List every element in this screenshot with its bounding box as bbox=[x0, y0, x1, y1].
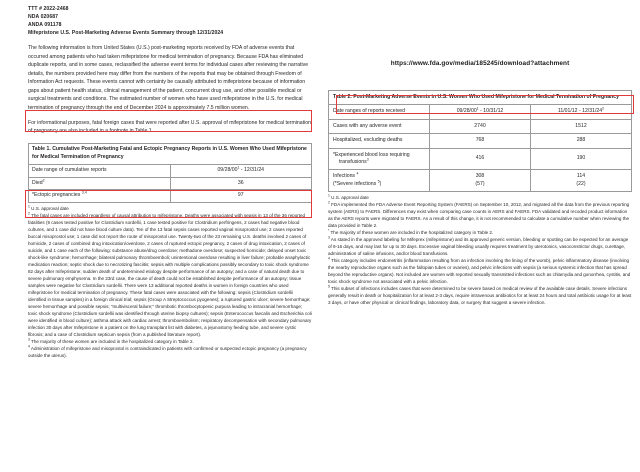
document-header bbox=[28, 5, 312, 37]
table-2-header-row bbox=[329, 105, 632, 119]
table-2-infections-c1: 308 (57) bbox=[430, 170, 531, 192]
table-row bbox=[29, 190, 312, 203]
table-row bbox=[329, 148, 632, 170]
intro-paragraph: The following information is from United States (U.S.) post-marketing reports received by FDA of adverse events that occurred among patients who had taken mifepristone for medical termination of pregnancy. Because FDA has eliminated duplicate reports, and in some cases, reclassified the adverse event terms for individual cases after reviewing the narrative details, the numbers provided here may differ from the numbers of the reports that may be obtained through Freedom of Information Act requests. These events cannot with certainty be causally attributed to mifepristone because of information gaps about patient health status, clinical management of the patient, concurrent drug use, and other possible medical or surgical treatments and conditions. The estimated number of women who have used mifepristone in the U.S. for medical termination of pregnancy through the end of December 2024 is approximately 7.5 million women. bbox=[28, 45, 309, 111]
table-1 bbox=[28, 143, 312, 203]
nda-number: NDA 020687 bbox=[28, 14, 59, 21]
table-2-col2-header: $11/01/12 - 12/31/24^2$ bbox=[531, 105, 632, 119]
table-2-footnote-asterisk: * The majority of these women are included in the hospitalized category in Table 2. bbox=[328, 228, 494, 236]
table-2-footnote-1: $^1$ U.S. approval date bbox=[328, 193, 369, 201]
table-2-transfusion-label: *Experienced blood loss requiring transfusions$^3$ bbox=[329, 148, 430, 170]
table-1-ectopic-label: *Ectopic pregnancies $^{3,4}$ bbox=[29, 190, 171, 203]
table-2-any-adverse-c1: 2740 bbox=[430, 119, 531, 133]
table-2-footnote-5: $^5$ This subset of infections includes cases that were determined to be severe based on medical review of the available case details. Severe infections generally result in death or hospitalization for at least 2-3 days, require intravenous antibiotics for at least 24 hours and total antibiotic usage for at least 3 days, or have other physical or clinical findings, laboratory data, or surgery that suggest a severe infection. bbox=[328, 284, 632, 306]
table-2-any-adverse-c2: 1512 bbox=[531, 119, 632, 133]
table-2-col1-header: $09/28/00^1 - 10/31/12$ bbox=[430, 105, 531, 119]
table-1-footnote-4: $^4$ Administration of mifepristone and misoprostol is contraindicated in patients with confirmed or suspected ectopic pregnancy (a pregnancy outside the uterus). bbox=[28, 344, 307, 358]
table-2-footnote-3: $^3$ As stated in the approved labeling for Mifeprex (mifepristone) and its approved generic version, bleeding or spotting can be expected for an average of 9-16 days, and may last for up to 30 days. Excessive vaginal bleeding usually requires treatment by uterotonics, vasoconstrictor drugs, curettage, administration of saline infusions, and/or blood transfusions. bbox=[328, 235, 629, 257]
table-1-container bbox=[28, 143, 312, 203]
table-2-transfusion-c1: 416 bbox=[430, 148, 531, 170]
table-row bbox=[329, 134, 632, 148]
table-1-died-label: Died$^2$ bbox=[29, 177, 171, 190]
document-title: Mifepristone U.S. Post-Marketing Adverse Events Summary through 12/31/2024 bbox=[28, 30, 224, 37]
anda-number: ANDA 091178 bbox=[28, 22, 62, 29]
table-2-transfusion-c2: 190 bbox=[531, 148, 632, 170]
table-2-date-range-label: Date ranges of reports received bbox=[329, 105, 430, 119]
table-2-caption-row bbox=[329, 91, 632, 105]
table-2-footnote-2: $^2$ FDA implemented the FDA Adverse Event Reporting System (FAERS) on September 10, 2012, and migrated all the data from the previous reporting system (AERS) to FAERS. Differences may exist when comparing case counts in AERS and FAERS. FDA validated and recoded product information as the AERS reports were migrated to FAERS. As a result of this change, it is not recommended to calculate a cumulative number when reviewing the data provided in Table 2. bbox=[328, 200, 630, 229]
table-2-any-adverse-label: Cases with any adverse event bbox=[329, 119, 430, 133]
foreign-cases-paragraph: For informational purposes, fatal foreign cases that were reported after U.S. approval of mifepristone for medical termination of pregnancy are also included in a footnote in Table 1. bbox=[28, 120, 311, 135]
table-1-date-range-value: $09/28/00^1 - 12/31/24$ bbox=[170, 165, 312, 178]
ttt-number: TTT # 2022-2468 bbox=[28, 6, 69, 12]
table-row bbox=[329, 170, 632, 192]
table-2-caption: Table 2. Post-Marketing Adverse Events in U.S. Women Who Used Mifepristone for Medical Termination of Pregnancy bbox=[329, 91, 632, 105]
table-1-date-range-label: Date range of cumulative reports bbox=[29, 165, 171, 178]
table-2-footnote-4: $^4$ This category includes endometritis (inflammation resulting from an infection involving the lining of the womb), pelvic inflammatory disease (involving the nearby reproductive organs such as the fallopian tubes or ovaries), and pelvic infections with sepsis (a serious systemic infection that has spread beyond the reproductive organs). Not included are women with reported sexually transmitted infections such as chlamydia and gonorrhea, cystitis, and toxic shock syndrome not associated with a pelvic infection. bbox=[328, 256, 631, 285]
table-1-died-value: 36 bbox=[170, 177, 312, 190]
table-2-infections-c2: 114 (22) bbox=[531, 170, 632, 192]
table-1-caption-row bbox=[29, 143, 312, 164]
table-1-ectopic-value: 97 bbox=[170, 190, 312, 203]
table-1-caption: Table 1. Cumulative Post-Marketing Fatal and Ectopic Pregnancy Reports in U.S. Women Who Used Mifepristone for Medical Termination of Pregnancy bbox=[29, 143, 312, 164]
table-2-hospitalized-label: Hospitalized, excluding deaths bbox=[329, 134, 430, 148]
source-url[interactable]: https://www.fda.gov/media/185245/download?attachment bbox=[390, 60, 570, 67]
table-1-footnote-2: $^2$ The fatal cases are included regardless of causal attribution to mifepristone. Deaths were associated with sepsis in 13 of the 36 reported fatalities (9 cases tested positive for Clostridium sordellii, 1 case tested positive for Clostridium perfringens, 2 cases had negative blood cultures, and 1 case did not have blood culture data). Ten of the 13 fatal sepsis cases reported vaginal misoprostol use; 2 cases reported buccal misoprostol use; 1 case did not report the route of misoprostol use. Twenty-two of the 23 remaining U.S. deaths involved 2 cases of homicide, 2 cases of combined drug intoxication/overdose, 2 cases of ruptured ectopic pregnancy, 2 cases of drug intoxication, 2 cases of suicide, and 1 case each of the following: substance abuse/drug overdose; methadone overdose; suspected homicide; delayed onset toxic shock-like syndrome; hemorrhage; bilateral pulmonary thromboemboli; unintentional overdose resulting in liver failure; probable anaphylactic medication reaction; septic shock due to necrotizing fasciitis; sepsis with multiple complications possibly secondary to toxic shock syndrome 82 days after mifepristone; sudden death of undetermined etiology despite performance of an autopsy; and a case of natural death due to severe pulmonary emphysema. In the 23rd case, the cause of death could not be established despite performance of an autopsy; tissue samples were negative for Clostridium sordellii. There were 13 additional reported deaths in women in foreign countries who used mifepristone for medical termination of pregnancy. These fatal cases were associated with the following: sepsis (Clostridium sordellii identified in tissue samples) in a foreign clinical trial; sepsis (Group A Streptococcus pyogenes); a ruptured gastric ulcer; severe hemorrhage; severe hemorrhage and possible sepsis; "multivisceral failure;" thrombotic thrombocytopenic purpura leading to intracranial hemorrhage; toxic shock syndrome (Clostridium sordellii was identified through uterine biopsy cultures); sepsis (Enterococcus faecalis and Escherichia coli were identified in blood culture); asthma attack with cardiac arrest; thromboembolism; respiratory decompensation with secondary pulmonary infection 30 days after mifepristone in a patient on the lung transplant list with diabetes, a jejunostomy feeding tube, and severe cystic fibrosis; and a case of Clostridium septicum sepsis (from a published literature report). bbox=[28, 211, 312, 337]
table-row bbox=[29, 165, 312, 178]
table-2-infections-label: Infections $^4$ (*Severe infections $^5$) bbox=[329, 170, 430, 192]
table-2-hospitalized-c1: 768 bbox=[430, 134, 531, 148]
table-2-container bbox=[328, 90, 632, 192]
table-1-footnote-3: $^3$ The majority of these women are included in the hospitalized category in Table 2. bbox=[28, 337, 194, 344]
table-row bbox=[329, 119, 632, 133]
table-2 bbox=[328, 90, 632, 192]
table-1-footnote-1: $^1$ U.S. approval date bbox=[28, 204, 69, 211]
table-row bbox=[29, 177, 312, 190]
table-2-hospitalized-c2: 288 bbox=[531, 134, 632, 148]
right-column bbox=[322, 0, 640, 472]
